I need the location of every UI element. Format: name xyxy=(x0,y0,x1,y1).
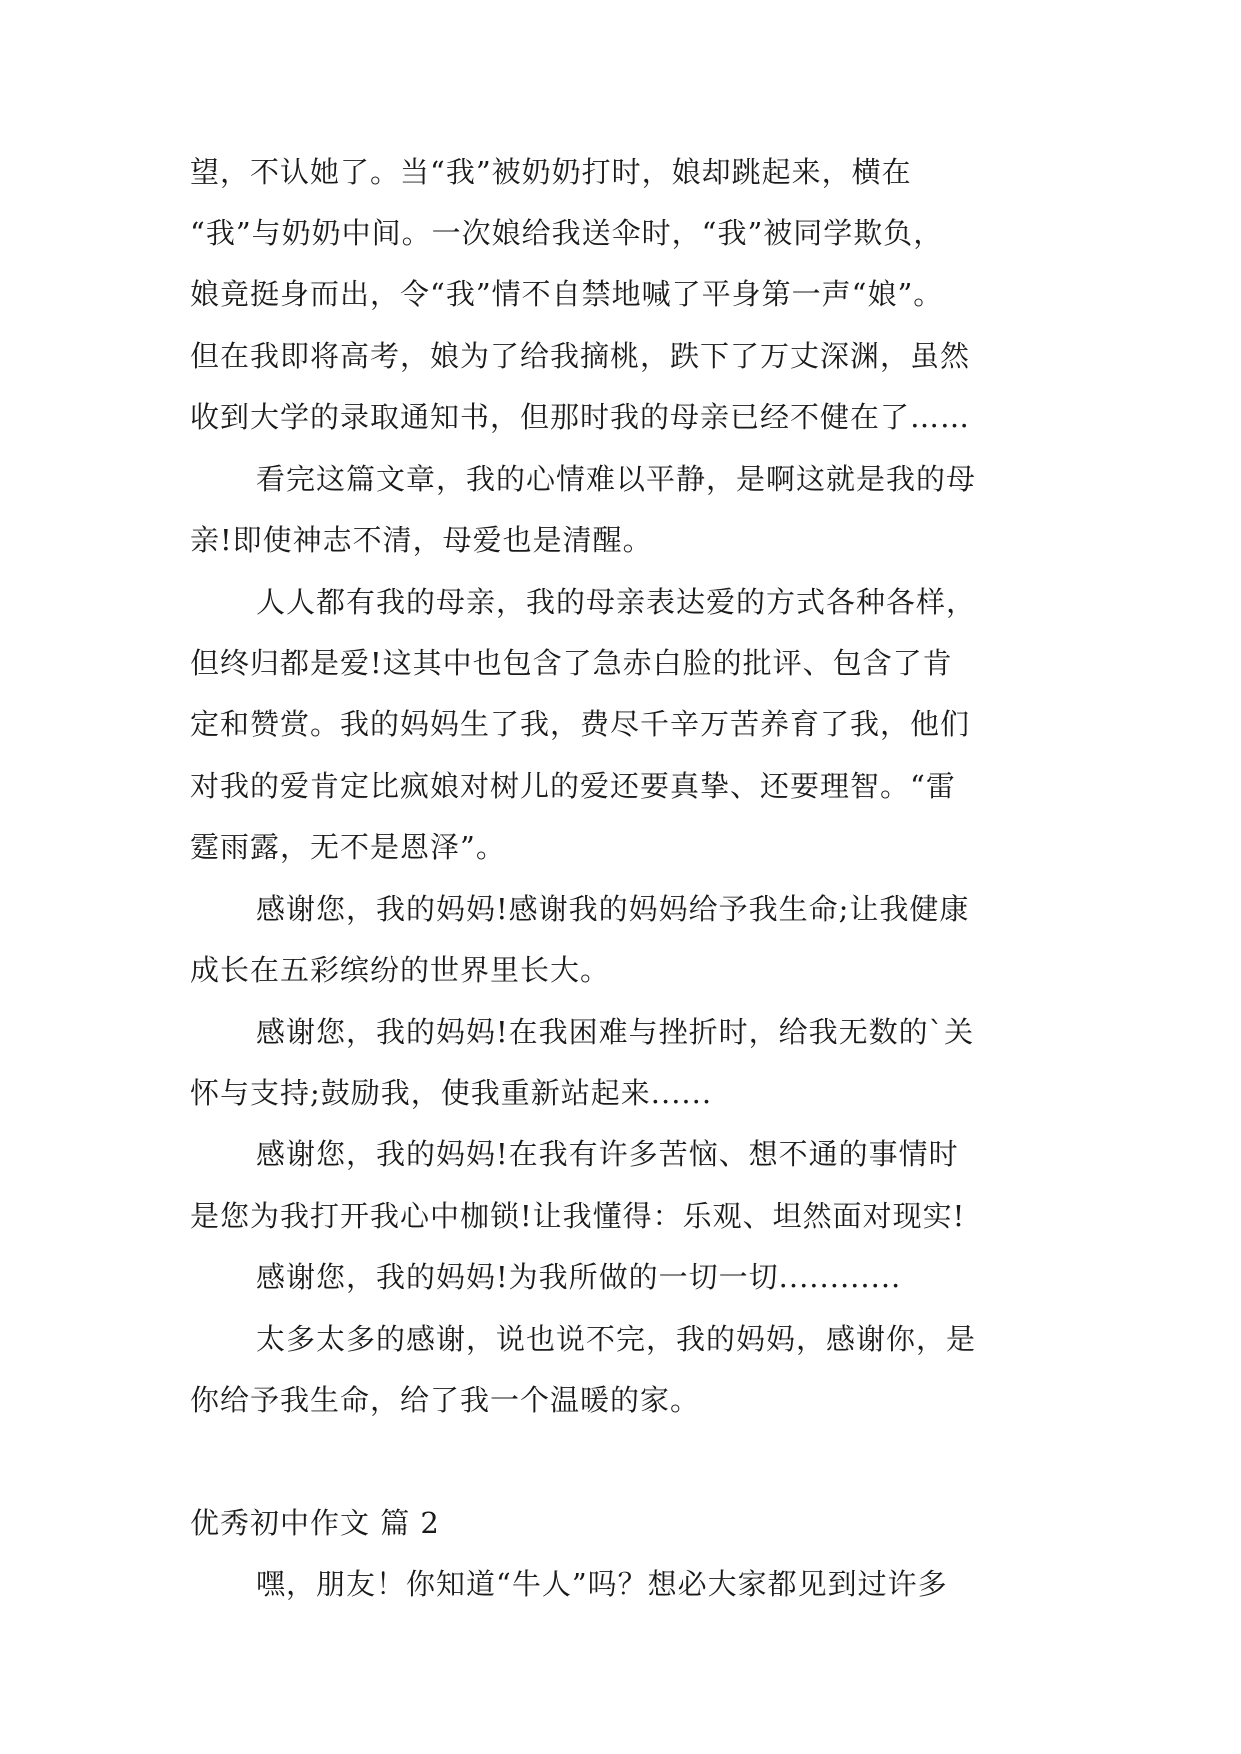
text-line: 望，不认她了。当“我”被奶奶打时，娘却跳起来，横在 xyxy=(190,155,912,189)
text-line: 娘竟挺身而出，令“我”情不自禁地喊了平身第一声“娘”。 xyxy=(190,277,944,311)
text-line: 收到大学的录取通知书，但那时我的母亲已经不健在了…… xyxy=(190,400,971,434)
paragraph-first-line: 嘿，朋友！你知道“牛人”吗？想必大家都见到过许多 xyxy=(256,1567,948,1601)
text-line: 你给予我生命，给了我一个温暖的家。 xyxy=(190,1383,701,1417)
text-line: 亲!即使神志不清，母爱也是清醒。 xyxy=(190,523,653,557)
text-line: 是您为我打开我心中枷锁!让我懂得：乐观、坦然面对现实! xyxy=(190,1199,966,1233)
paragraph-first-line: 看完这篇文章，我的心情难以平静，是啊这就是我的母 xyxy=(256,462,977,496)
paragraph-first-line: 感谢您，我的妈妈!在我有许多苦恼、想不通的事情时 xyxy=(256,1137,959,1171)
text-line: 霆雨露，无不是恩泽”。 xyxy=(190,830,506,864)
text-line: 但终归都是爱!这其中也包含了急赤白脸的批评、包含了肯 xyxy=(190,646,953,680)
paragraph-first-line: 人人都有我的母亲，我的母亲表达爱的方式各种各样， xyxy=(256,585,977,619)
text-line: 成长在五彩缤纷的世界里长大。 xyxy=(190,953,611,987)
text-line: 定和赞赏。我的妈妈生了我，费尽千辛万苦养育了我，他们 xyxy=(190,707,971,741)
text-line: 对我的爱肯定比疯娘对树儿的爱还要真挚、还要理智。“雷 xyxy=(190,769,956,803)
section-heading: 优秀初中作文 篇 2 xyxy=(190,1506,440,1540)
text-line: “我”与奶奶中间。一次娘给我送伞时，“我”被同学欺负， xyxy=(190,216,944,250)
paragraph-first-line: 感谢您，我的妈妈!感谢我的妈妈给予我生命;让我健康 xyxy=(256,892,970,926)
paragraph-first-line: 太多太多的感谢，说也说不完，我的妈妈，感谢你，是 xyxy=(256,1322,977,1356)
text-line: 怀与支持;鼓励我，使我重新站起来...... xyxy=(190,1076,713,1110)
paragraph-first-line: 感谢您，我的妈妈!为我所做的一切一切............ xyxy=(256,1260,902,1294)
text-line: 但在我即将高考，娘为了给我摘桃，跌下了万丈深渊，虽然 xyxy=(190,339,971,373)
paragraph-first-line: 感谢您，我的妈妈!在我困难与挫折时，给我无数的`关 xyxy=(256,1015,975,1049)
